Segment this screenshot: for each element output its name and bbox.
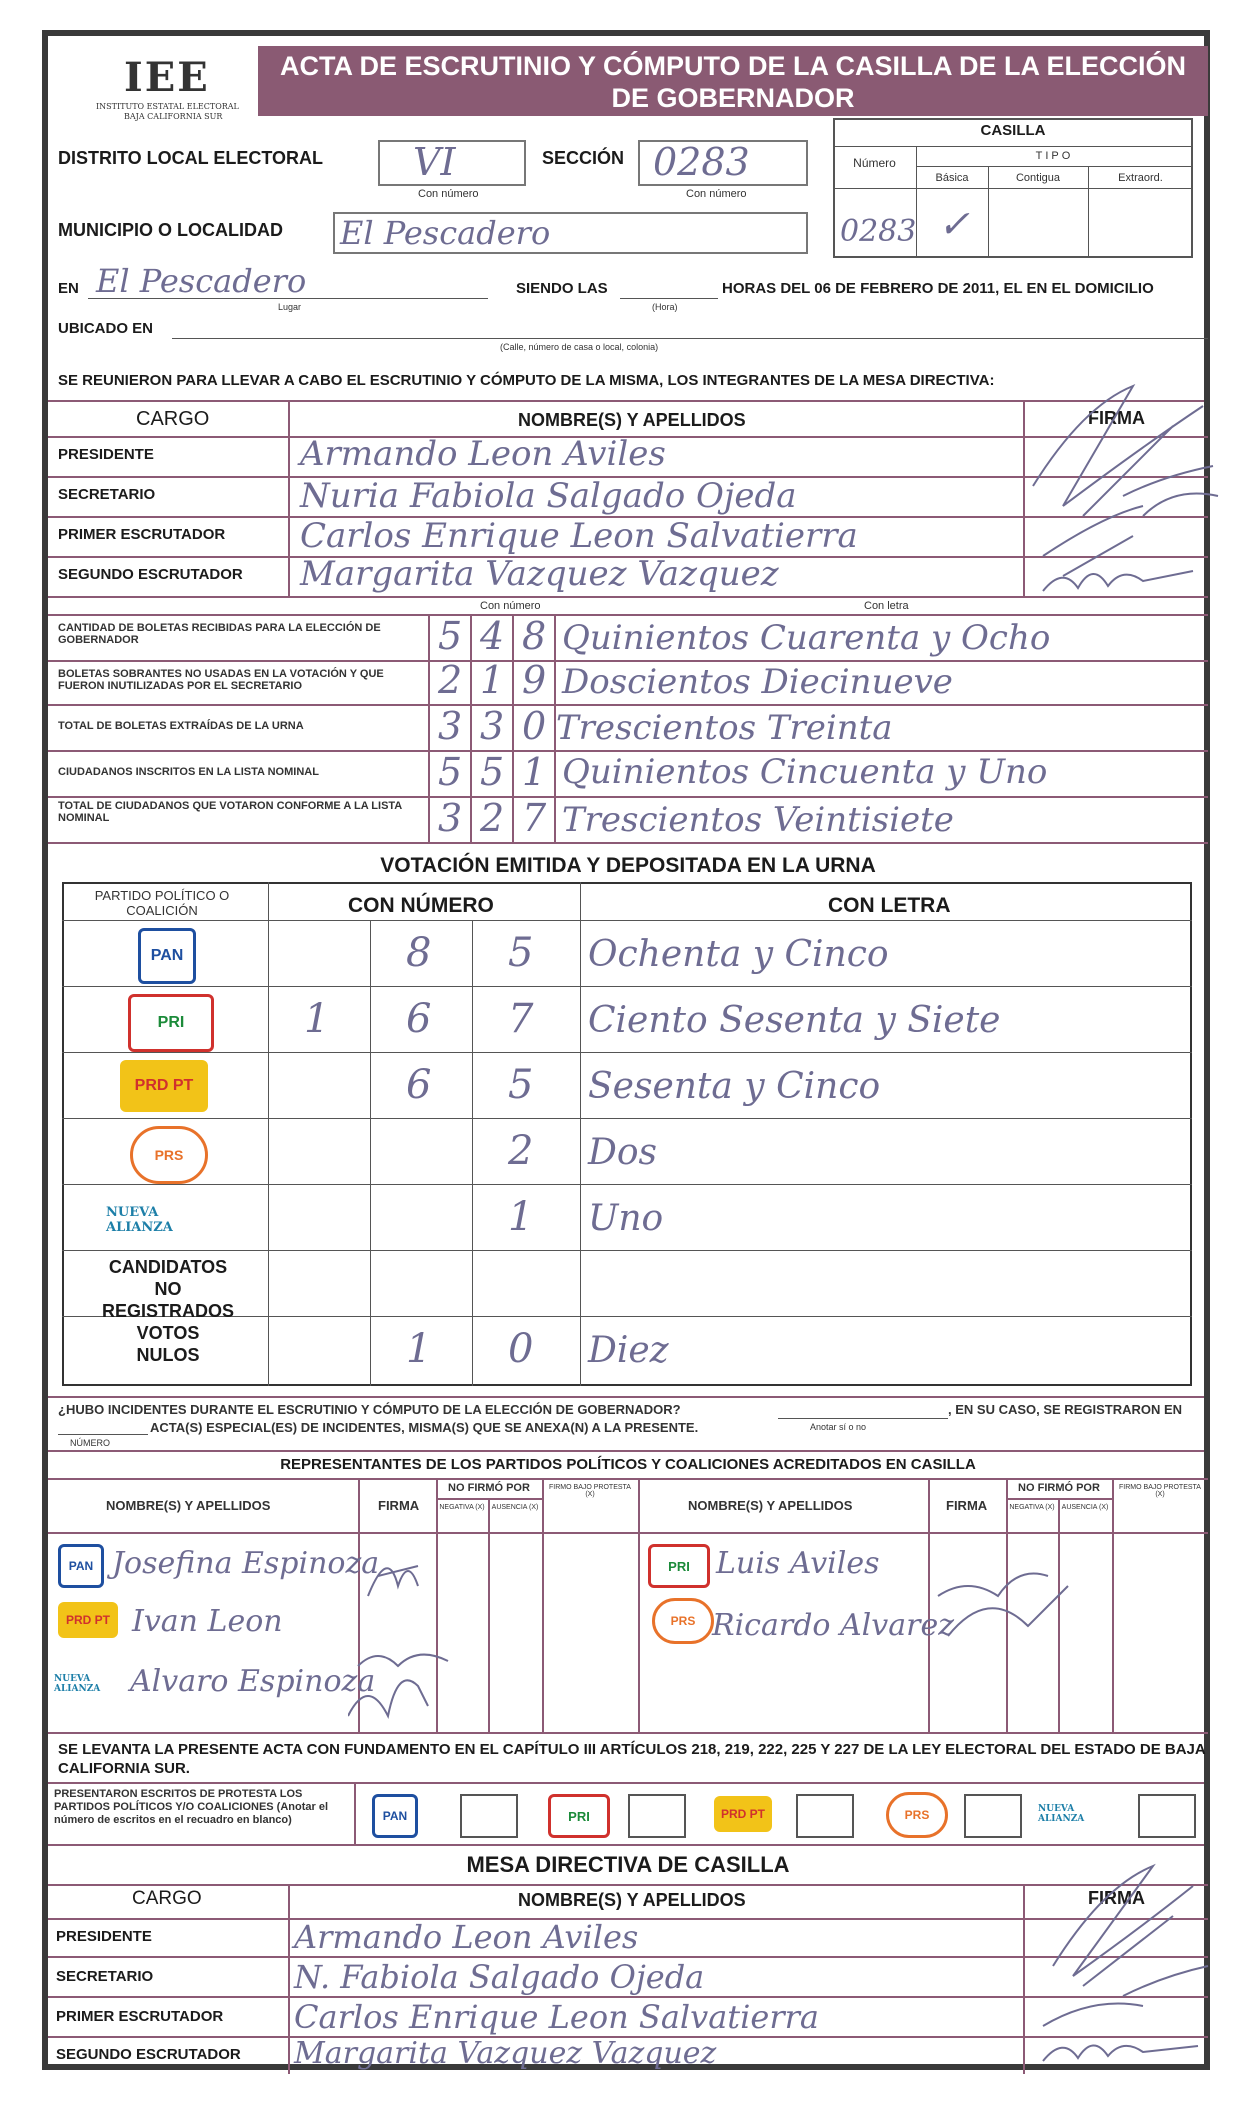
mesa-bottom-cargo-1: SECRETARIO xyxy=(56,1968,154,1985)
voto-0-d2: 8 xyxy=(406,930,432,976)
rep-left-col-no-firmo: NO FIRMÓ POR xyxy=(448,1482,530,1494)
voto-6-letra: Diez xyxy=(588,1330,669,1371)
protesta-prs-box[interactable] xyxy=(964,1794,1022,1838)
municipio-label: MUNICIPIO O LOCALIDAD xyxy=(58,220,283,240)
mesa-bottom-nombre-1: N. Fabiola Salgado Ojeda xyxy=(294,1958,705,1996)
rep-left-nombre-1: Ivan Leon xyxy=(132,1604,283,1639)
boleta-1-letra: Doscientos Diecinueve xyxy=(562,662,953,702)
rep-right-col-ausencia: AUSENCIA (X) xyxy=(1061,1504,1109,1511)
voto-3-d3: 2 xyxy=(508,1128,534,1174)
mesa-top-nombre-0: Armando Leon Aviles xyxy=(300,434,666,474)
iee-logo-mark: IEE xyxy=(124,54,210,101)
distrito-label: DISTRITO LOCAL ELECTORAL xyxy=(58,148,324,168)
boleta-4-d2: 2 xyxy=(480,796,505,840)
voto-1-d2: 6 xyxy=(406,996,432,1042)
protesta-pan-logo: PAN xyxy=(372,1794,418,1838)
voto-2-d2: 6 xyxy=(406,1062,432,1108)
rep-left-nombre-2: Alvaro Espinoza xyxy=(130,1664,376,1699)
casilla-title: CASILLA xyxy=(980,122,1046,139)
seccion-label: SECCIÓN xyxy=(542,148,625,168)
rep-right-col-nombre: NOMBRE(S) Y APELLIDOS xyxy=(688,1498,853,1513)
en-label: EN xyxy=(58,280,79,297)
rep-nueva-alianza-logo: NUEVA ALIANZA xyxy=(54,1674,101,1694)
protesta-pri-box[interactable] xyxy=(628,1794,686,1838)
voto-0-letra: Ochenta y Cinco xyxy=(588,934,889,975)
incidentes-text2: , EN SU CASO, SE REGISTRARON EN xyxy=(948,1402,1183,1417)
mesa-top-nombre-2: Carlos Enrique Leon Salvatierra xyxy=(300,516,858,556)
boleta-4-d1: 3 xyxy=(438,796,463,840)
boleta-label-0: CANTIDAD DE BOLETAS RECIBIDAS PARA LA ELECCIÓN DE GOBERNADOR xyxy=(58,622,381,646)
rep-right-col-firma: FIRMA xyxy=(946,1498,988,1513)
mesa-top-col-nombre: NOMBRE(S) Y APELLIDOS xyxy=(518,410,746,430)
protesta-prd-pt-logo: PRD PT xyxy=(714,1796,772,1832)
boleta-1-d1: 2 xyxy=(438,658,463,702)
boleta-3-d1: 5 xyxy=(438,750,463,794)
rep-prs-logo: PRS xyxy=(652,1598,714,1644)
boleta-0-d3: 8 xyxy=(522,614,547,658)
tipo-extraord: Extraord. xyxy=(1118,172,1163,184)
incidentes-hint-numero: NÚMERO xyxy=(70,1438,110,1448)
incidentes-text3: ACTA(S) ESPECIAL(ES) DE INCIDENTES, MISMA(S) QUE SE ANEXA(N) A LA PRESENTE. xyxy=(150,1420,699,1435)
mesa-top-cargo-0: PRESIDENTE xyxy=(58,446,154,463)
voto-0-d3: 5 xyxy=(508,930,534,976)
boleta-2-d2: 3 xyxy=(480,704,505,748)
rep-right-col-protesta: FIRMO BAJO PROTESTA (X) xyxy=(1119,1484,1201,1498)
hora-hint: (Hora) xyxy=(652,302,678,312)
prd-pt-logo: PRD PT xyxy=(120,1060,208,1112)
mesa-bottom-signatures xyxy=(1023,1856,1213,2070)
nueva-alianza-logo: NUEVA ALIANZA xyxy=(106,1205,173,1235)
boleta-1-d2: 1 xyxy=(480,658,505,702)
prs-logo: PRS xyxy=(130,1126,208,1184)
protesta-text: PRESENTARON ESCRITOS DE PROTESTA LOS PARTIDOS POLÍTICOS Y/O COALICIONES (Anotar el número de escritos en el recuadro en blanco) xyxy=(54,1788,329,1826)
seccion-hint: Con número xyxy=(686,188,747,200)
org-name: INSTITUTO ESTATAL ELECTORAL xyxy=(96,102,239,111)
rep-left-col-protesta: FIRMO BAJO PROTESTA (X) xyxy=(549,1484,631,1498)
mesa-bottom-nombre-0: Armando Leon Aviles xyxy=(294,1918,639,1956)
mesa-top-col-cargo: CARGO xyxy=(136,408,210,430)
lugar-hint: Lugar xyxy=(278,302,302,312)
mesa-bottom-nombre-2: Carlos Enrique Leon Salvatierra xyxy=(294,1998,819,2036)
voto-1-d1: 1 xyxy=(304,996,330,1042)
mesa-top-cargo-2: PRIMER ESCRUTADOR xyxy=(58,526,226,543)
votacion-title: VOTACIÓN EMITIDA Y DEPOSITADA EN LA URNA xyxy=(380,854,876,877)
protesta-pan-box[interactable] xyxy=(460,1794,518,1838)
mesa-bottom-col-cargo: CARGO xyxy=(132,1888,202,1909)
boleta-3-d2: 5 xyxy=(480,750,505,794)
rep-pri-logo: PRI xyxy=(648,1544,710,1588)
mesa-top-signatures xyxy=(1023,366,1223,596)
votos-nulos-label: VOTOS NULOS xyxy=(136,1323,200,1365)
rep-left-col-nombre: NOMBRE(S) Y APELLIDOS xyxy=(106,1498,271,1513)
rep-prd-pt-logo: PRD PT xyxy=(58,1602,118,1638)
iee-logo xyxy=(86,54,246,124)
tipo-contigua: Contigua xyxy=(1015,172,1061,184)
votacion-col-letra: CON LETRA xyxy=(828,894,951,917)
boleta-0-d1: 5 xyxy=(438,614,463,658)
protesta-pri-logo: PRI xyxy=(548,1794,610,1838)
reunieron-text: SE REUNIERON PARA LLEVAR A CABO EL ESCRUTINIO Y CÓMPUTO DE LA MISMA, LOS INTEGRANTES DE LA MESA DIRECTIVA: xyxy=(58,372,995,389)
representantes-title: REPRESENTANTES DE LOS PARTIDOS POLÍTICOS Y COALICIONES ACREDITADOS EN CASILLA xyxy=(280,1456,976,1473)
acta-sheet xyxy=(42,30,1210,2070)
casilla-numero-label: Número xyxy=(853,156,896,170)
boleta-4-d3: 7 xyxy=(522,796,547,840)
voto-2-letra: Sesenta y Cinco xyxy=(588,1066,881,1107)
boleta-1-d3: 9 xyxy=(522,658,547,702)
boletas-col-numero: Con número xyxy=(480,600,541,612)
rep-right-nombre-0: Luis Aviles xyxy=(716,1546,880,1581)
boleta-4-letra: Trescientos Veintisiete xyxy=(562,800,954,840)
boleta-label-4: TOTAL DE CIUDADANOS QUE VOTARON CONFORME A LA LISTA NOMINAL xyxy=(58,800,402,824)
boleta-2-letra: Trescientos Treinta xyxy=(556,708,893,748)
protesta-prs-logo: PRS xyxy=(886,1792,948,1838)
rep-left-col-ausencia: AUSENCIA (X) xyxy=(491,1504,539,1511)
mesa-bottom-title: MESA DIRECTIVA DE CASILLA xyxy=(466,1852,790,1877)
rep-pan-logo: PAN xyxy=(58,1544,104,1588)
boleta-2-d3: 0 xyxy=(522,704,547,748)
mesa-top-nombre-1: Nuria Fabiola Salgado Ojeda xyxy=(300,476,797,516)
mesa-top-cargo-3: SEGUNDO ESCRUTADOR xyxy=(58,566,243,583)
seccion-value: 0283 xyxy=(653,140,750,184)
voto-4-d3: 1 xyxy=(508,1194,534,1240)
mesa-bottom-col-firma: FIRMA xyxy=(1088,1888,1145,1908)
boletas-col-letra: Con letra xyxy=(864,600,909,612)
voto-4-letra: Uno xyxy=(588,1198,664,1239)
mesa-top-cargo-1: SECRETARIO xyxy=(58,486,156,503)
voto-2-d3: 5 xyxy=(508,1062,534,1108)
protesta-nueva-alianza-logo: NUEVA ALIANZA xyxy=(1038,1804,1085,1824)
boleta-label-2: TOTAL DE BOLETAS EXTRAÍDAS DE LA URNA xyxy=(58,720,304,732)
rep-left-col-firma: FIRMA xyxy=(378,1498,420,1513)
distrito-value: VI xyxy=(413,140,456,184)
boleta-2-d1: 3 xyxy=(438,704,463,748)
rep-right-col-no-firmo: NO FIRMÓ POR xyxy=(1018,1482,1100,1494)
votacion-col-partido: PARTIDO POLÍTICO O COALICIÓN xyxy=(94,888,230,918)
voto-1-d3: 7 xyxy=(508,996,534,1042)
siendo-label: SIENDO LAS xyxy=(516,280,608,297)
voto-6-d2: 1 xyxy=(406,1326,432,1372)
mesa-bottom-col-nombre: NOMBRE(S) Y APELLIDOS xyxy=(518,1890,746,1910)
ubicado-hint: (Calle, número de casa o local, colonia) xyxy=(500,342,659,352)
voto-1-letra: Ciento Sesenta y Siete xyxy=(588,1000,1001,1041)
voto-3-letra: Dos xyxy=(588,1132,658,1173)
en-value: El Pescadero xyxy=(96,262,307,300)
rep-right-nombre-1: Ricardo Alvarez xyxy=(712,1608,955,1643)
votacion-col-numero: CON NÚMERO xyxy=(348,894,494,917)
fundamento-text: SE LEVANTA LA PRESENTE ACTA CON FUNDAMENTO EN EL CAPÍTULO III ARTÍCULOS 218, 219, 222, 225 Y 227 DE LA LEY ELECTORAL DEL ESTADO DE BAJA CALIFORNIA SUR. xyxy=(58,1741,1206,1777)
protesta-prd-pt-box[interactable] xyxy=(796,1794,854,1838)
casilla-numero-value: 0283 xyxy=(840,214,917,249)
org-state: BAJA CALIFORNIA SUR xyxy=(124,112,223,121)
mesa-top-nombre-3: Margarita Vazquez Vazquez xyxy=(300,554,779,594)
horas-text: HORAS DEL 06 DE FEBRERO DE 2011, EL EN EL DOMICILIO xyxy=(722,280,1154,297)
mesa-bottom-nombre-3: Margarita Vazquez Vazquez xyxy=(294,2036,717,2071)
boleta-label-3: CIUDADANOS INSCRITOS EN LA LISTA NOMINAL xyxy=(58,766,319,778)
no-registrados-label: CANDIDATOS NO REGISTRADOS xyxy=(101,1257,234,1321)
mesa-bottom-cargo-2: PRIMER ESCRUTADOR xyxy=(56,2008,224,2025)
mesa-top-col-firma: FIRMA xyxy=(1088,408,1145,428)
casilla-tipo-label: TIPO xyxy=(1035,150,1074,162)
tipo-basica: Básica xyxy=(935,172,969,184)
incidentes-text: ¿HUBO INCIDENTES DURANTE EL ESCRUTINIO Y CÓMPUTO DE LA ELECCIÓN DE GOBERNADOR? xyxy=(58,1402,681,1417)
protesta-nueva-alianza-box[interactable] xyxy=(1138,1794,1196,1838)
pri-logo: PRI xyxy=(128,994,214,1052)
rep-left-col-negativa: NEGATIVA (X) xyxy=(439,1504,485,1511)
pan-logo: PAN xyxy=(138,928,196,984)
rep-left-nombre-0: Josefina Espinoza xyxy=(112,1546,380,1581)
mesa-bottom-cargo-3: SEGUNDO ESCRUTADOR xyxy=(56,2046,241,2063)
municipio-value: El Pescadero xyxy=(340,214,551,252)
representantes-signatures xyxy=(348,1536,1088,1732)
boleta-3-letra: Quinientos Cincuenta y Uno xyxy=(562,752,1048,792)
boleta-label-1: BOLETAS SOBRANTES NO USADAS EN LA VOTACIÓN Y QUE FUERON INUTILIZADAS POR EL SECRETARIO xyxy=(58,668,384,692)
mesa-bottom-cargo-0: PRESIDENTE xyxy=(56,1928,152,1945)
voto-6-d3: 0 xyxy=(508,1326,534,1372)
acta-title: ACTA DE ESCRUTINIO Y CÓMPUTO DE LA CASILLA DE LA ELECCIÓN DE GOBERNADOR xyxy=(258,46,1208,116)
ubicado-label: UBICADO EN xyxy=(58,320,154,337)
distrito-hint: Con número xyxy=(418,188,479,200)
boleta-0-letra: Quinientos Cuarenta y Ocho xyxy=(562,618,1051,658)
tipo-basica-check: ✓ xyxy=(938,202,970,246)
rep-right-col-negativa: NEGATIVA (X) xyxy=(1009,1504,1055,1511)
boleta-0-d2: 4 xyxy=(480,614,505,658)
boleta-3-d3: 1 xyxy=(522,750,547,794)
incidentes-hint-sino: Anotar sí o no xyxy=(810,1422,867,1432)
